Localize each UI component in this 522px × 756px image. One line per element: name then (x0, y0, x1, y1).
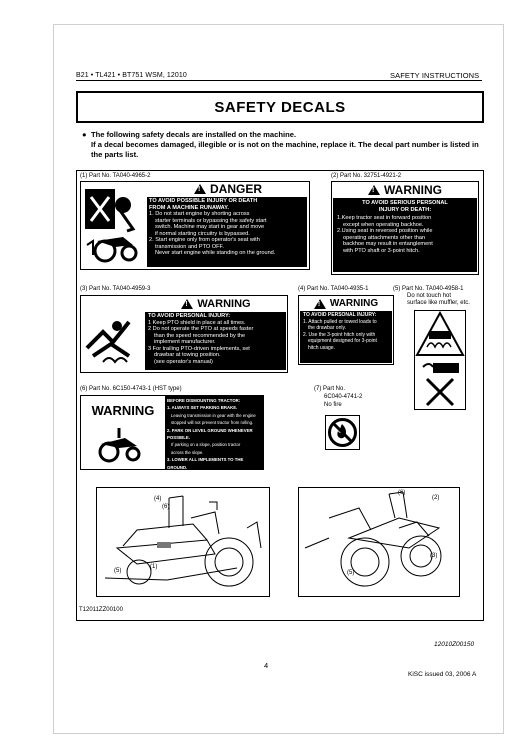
decal-1-text (147, 197, 307, 267)
decal-4-line-4: equipment designed for 3-point (308, 338, 377, 345)
decal-3-text (145, 312, 286, 370)
decal-2-signal-text: WARNING (384, 183, 442, 197)
decal-6-signal: WARNING (91, 402, 155, 418)
decal-3-label: (3) Part No. TA040-4959-3 (80, 286, 151, 292)
decal-2-label: (2) Part No. 32751-4921-2 (331, 173, 402, 179)
alert-triangle-icon (314, 299, 326, 309)
decal-1-line-1: 1. Do not start engine by shorting across (149, 211, 250, 217)
decal-4-line-3: 2. Use the 3-point hitch only with (303, 331, 376, 338)
decal-4-label: (4) Part No. TA040-4935-1 (298, 286, 369, 292)
decal-1-head-2: FROM A MACHINE RUNAWAY. (149, 204, 229, 211)
decal-3-signal (145, 296, 287, 311)
decal-1-signal-text: DANGER (209, 182, 262, 196)
decal-2-head-2: INJURY OR DEATH: (378, 206, 432, 213)
frame-code: T12011ZZ00100 (79, 607, 123, 613)
footer-issued: KiSC issued 03, 2006 A (408, 671, 477, 678)
callout-left-4: (4) (154, 496, 162, 502)
decal-1-signal (147, 182, 309, 196)
page-title: SAFETY DECALS (76, 91, 484, 123)
decal-6-line-5: 2. PARK ON LEVEL GROUND WHENEVER POSSIBLE. (167, 427, 253, 441)
callout-left-1: (1) (150, 564, 158, 570)
decal-4 (298, 295, 394, 365)
decal-1-line-5: 2. Start engine only from operator's seat with (149, 237, 260, 243)
footer-code: 12010Z00150 (434, 641, 475, 648)
callout-right-5: (5) (347, 570, 355, 576)
decal-1 (80, 181, 310, 270)
decal-2-line-1: 1.Keep tractor seat in forward position (337, 215, 432, 221)
decal-1-pictogram (83, 185, 145, 265)
decal-4-signal-text: WARNING (329, 298, 379, 309)
decal-3-line-1: 1 Keep PTO shield in place at all times. (148, 319, 246, 326)
tractor-left-illustration (97, 488, 269, 596)
intro-line-2: If a decal becomes damaged, illegible or is not on the machine, replace it. The decal part number is listed in the parts list. (91, 140, 479, 159)
decal-3-head: TO AVOID PERSONAL INJURY: (148, 313, 231, 319)
no-fire-decal (325, 415, 360, 450)
header-rule (76, 80, 482, 81)
decal-6 (80, 395, 264, 478)
decal-3-line-2: 2 Do not operate the PTO at speeds faster (148, 326, 254, 332)
decal-6-line-7: across the slope. (171, 449, 204, 455)
decal-6-text (165, 396, 263, 478)
decal-6-label: (6) Part No. 6C150-4743-1 (HST type) (80, 386, 182, 392)
decal-6-pictogram (95, 424, 149, 464)
alert-triangle-icon (181, 299, 193, 309)
decal-3-line-3: than the speed recommended by the (154, 332, 246, 339)
alert-triangle-icon (368, 185, 380, 195)
decal-4-text (300, 311, 392, 363)
decal-4-line-5: hitch usage. (308, 344, 335, 351)
callout-left-6: (6) (162, 504, 170, 510)
decal-1-line-3: switch. Machine may start in gear and move (155, 224, 265, 230)
decal-5-label: (5) Part No. TA040-4958-1 (393, 286, 464, 292)
decal-6-line-9: 4. STOP THE ENGINE. (167, 472, 212, 478)
decal-1-label: (1) Part No. TA040-4965-2 (80, 173, 151, 179)
decal-2-line-2: except when operating backhoe. (343, 221, 424, 228)
decal-3-line-5: 3 For trailing PTO-driven implements, set (148, 345, 250, 352)
decal-1-line-2: starter terminals or bypassing the safety start (155, 217, 267, 224)
bullet-icon: ● (82, 130, 87, 139)
decal-6-line-1: BEFORE DISMOUNTING TRACTOR: (167, 398, 241, 403)
intro-text (82, 130, 482, 160)
decal-2 (331, 181, 479, 275)
decal-1-line-6: transmission and PTO OFF. (155, 243, 224, 250)
no-fire-icon (326, 416, 359, 449)
decal-6-line-6: If parking on a slope, position tractor (171, 442, 241, 448)
decal-5-note-2: surface like muffler, etc. (407, 300, 470, 306)
callout-right-2: (2) (432, 495, 440, 501)
decal-4-head: TO AVOID PERSONAL INJURY: (303, 312, 377, 318)
decal-4-line-2: the drawbar only. (308, 325, 346, 332)
decal-2-line-4: operating attachments other than (343, 234, 426, 241)
tractor-diagram-right (298, 487, 460, 597)
callout-right-3: (3) (430, 553, 438, 559)
decal-4-signal (299, 296, 393, 311)
page-number: 4 (264, 661, 269, 670)
decal-2-signal (332, 182, 478, 198)
decal-6-line-8: 3. LOWER ALL IMPLEMENTS TO THE GROUND. (167, 457, 244, 470)
decal-5 (414, 310, 466, 410)
callout-left-5: (5) (114, 568, 122, 574)
tractor-diagram-left (96, 487, 270, 597)
header-left: B21 • TL421 • BT751 WSM, 12010 (76, 72, 187, 79)
decal-3-line-6: drawbar at towing position. (154, 352, 221, 358)
decal-3-signal-text: WARNING (197, 297, 251, 310)
decal-7-label-2: 6C040-4741-2 (324, 394, 363, 400)
decal-2-line-5: backhoe may result in entanglement (343, 241, 433, 247)
decal-2-line-3: 2.Using seat in reversed position while (337, 228, 433, 234)
decal-7-label-3: No fire (324, 402, 342, 408)
tractor-right-illustration (299, 488, 459, 596)
decal-3 (80, 295, 288, 373)
callout-right-6: (6) (398, 490, 406, 496)
decal-1-line-4: if normal starting circuitry is bypassed. (155, 230, 250, 237)
decal-6-line-4: stopped will not prevent tractor from rolling. (171, 420, 254, 426)
decal-1-line-7: Never start engine while standing on the ground. (155, 250, 276, 256)
decal-7-label-1: (7) Part No. (314, 386, 346, 392)
decal-4-line-1: 1. Attach pulled or towed loads to (303, 318, 377, 325)
decal-3-line-4: implement manufacturer. (154, 339, 216, 345)
decal-2-line-6: with PTO shaft or 3-point hitch. (343, 247, 420, 254)
decal-3-pictogram (83, 314, 143, 368)
decal-2-head-1: TO AVOID SERIOUS PERSONAL (362, 200, 448, 206)
decal-3-line-7: (see operator's manual) (154, 358, 213, 365)
decal-1-head-1: TO AVOID POSSIBLE INJURY OR DEATH (149, 198, 258, 204)
decal-5-note-1: Do not touch hot (407, 293, 452, 299)
decal-6-line-2: 1. ALWAYS SET PARKING BRAKE. (167, 405, 238, 411)
decal-6-line-3: Leaving transmission in gear with the engine (171, 412, 256, 418)
decal-2-text (333, 198, 477, 272)
intro-line-1: The following safety decals are installed on the machine. (91, 130, 297, 139)
header-right: SAFETY INSTRUCTIONS (390, 71, 480, 80)
alert-triangle-icon (194, 184, 206, 194)
